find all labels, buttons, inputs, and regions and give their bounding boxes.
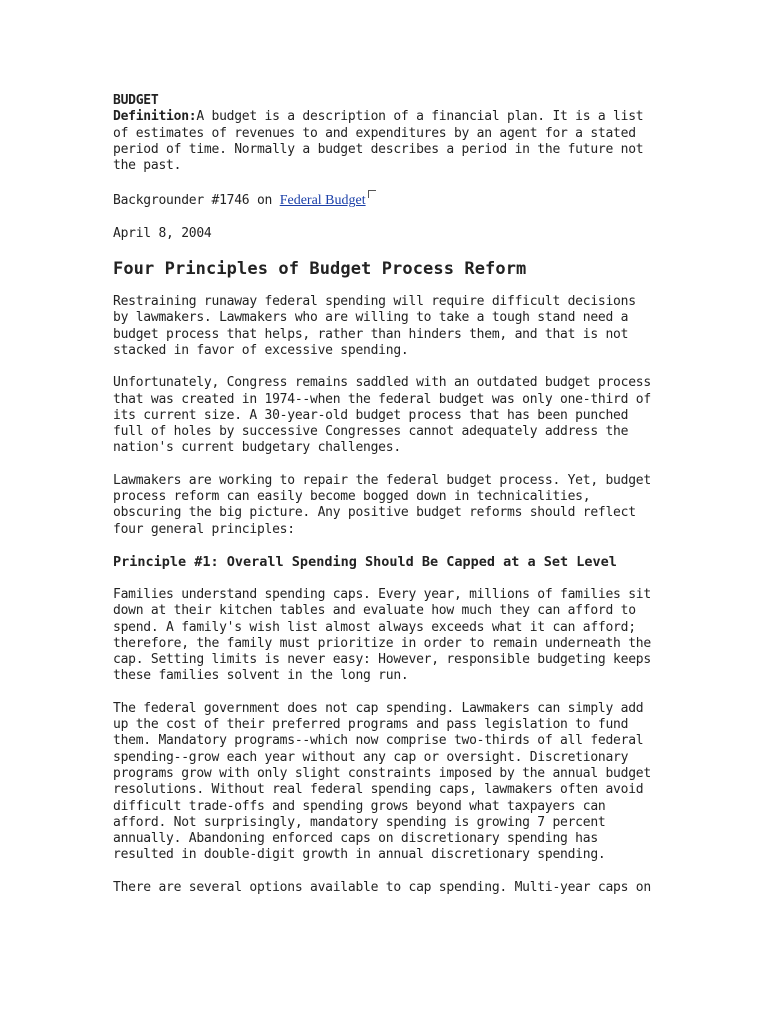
backgrounder-line (113, 190, 658, 209)
definition-text: A budget is a description of a financial plan. It is a list of estimates of revenues to and expenditures by an agent for a stated period of time. Normally a budget describes a period in the future not the past. (113, 109, 644, 174)
principle-1-paragraph-2: The federal government does not cap spending. Lawmakers can simply add up the cost of their preferred programs and pass legislation to fund them. Mandatory programs--which now comprise two-thirds of all federal spending--grow each year without any cap or oversight. Discretionary programs grow with only slight constraints imposed by the annual budget resolutions. Without real federal spending caps, lawmakers often avoid difficult trade-offs and spending grows beyond what taxpayers can afford. Not surprisingly, mandatory spending is growing 7 percent annually. Abandoning enforced caps on discretionary spending has resulted in double-digit growth in annual discretionary spending. (113, 700, 651, 863)
document-body (113, 93, 658, 896)
intro-paragraph-2: Unfortunately, Congress remains saddled with an outdated budget process that was created in 1974--when the federal budget was only one-third of its current size. A 30-year-old budget process that has been punched full of holes by successive Congresses cannot adequately address the nation's current budgetary challenges. (113, 375, 651, 456)
principle-1-paragraph-1: Families understand spending caps. Every year, millions of families sit down at their kitchen tables and evaluate how much they can afford to spend. A family's wish list almost always exceeds what it can afford; therefore, the family must prioritize in order to remain underneath the cap. Setting limits is never easy: However, responsible budgeting keeps these families solvent in the long run. (113, 586, 651, 684)
intro-paragraph-3: Lawmakers are working to repair the federal budget process. Yet, budget process reform can easily become bogged down in technicalities, obscuring the big picture. Any positive budget reforms should reflect four general principles: (113, 472, 651, 537)
federal-budget-link[interactable]: Federal Budget (279, 193, 366, 209)
external-link-icon (368, 190, 376, 198)
article-date: April 8, 2004 (113, 225, 212, 241)
budget-heading: BUDGET (113, 93, 159, 108)
article-title: Four Principles of Budget Process Reform (113, 259, 527, 280)
principle-1-heading: Principle #1: Overall Spending Should Be Capped at a Set Level (113, 553, 617, 570)
intro-paragraph-1: Restraining runaway federal spending will require difficult decisions by lawmakers. Lawmakers who are willing to take a tough stand need a budget process that helps, rather than hinders them, and that is not stacked in favor of excessive spending. (113, 294, 636, 358)
definition-block (113, 93, 658, 174)
definition-label: Definition: (113, 109, 197, 125)
principle-1-paragraph-3: There are several options available to cap spending. Multi-year caps on (113, 879, 651, 895)
backgrounder-prefix: Backgrounder #1746 on (113, 193, 280, 209)
